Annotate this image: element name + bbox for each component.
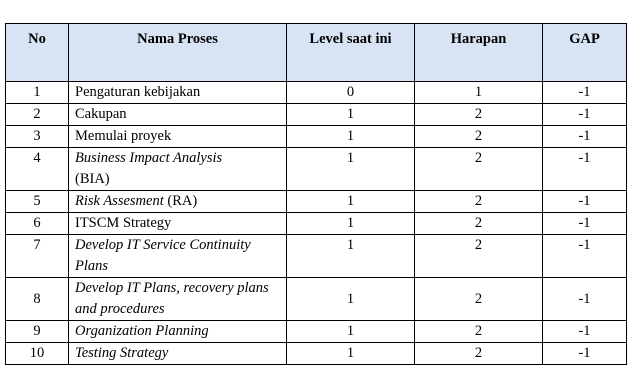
- row-no-cell: 2: [6, 104, 69, 126]
- process-name-italic-text: Business Impact Analysis: [75, 150, 223, 166]
- process-name-italic-text: Testing Strategy: [75, 345, 169, 361]
- row-level-cell: 1: [287, 343, 415, 365]
- row-level-cell: 0: [287, 82, 415, 104]
- process-name-text: Pengaturan kebijakan: [75, 84, 201, 100]
- row-no-cell: 3: [6, 126, 69, 148]
- process-name-text: (RA): [163, 193, 198, 209]
- process-name-italic-text: Develop IT Service Continuity Plans: [75, 237, 251, 274]
- row-process-name-cell: [69, 235, 287, 278]
- row-harapan-cell: 2: [415, 213, 543, 235]
- process-name-italic-text: Organization Planning: [75, 323, 209, 339]
- row-harapan-cell: 2: [415, 191, 543, 213]
- row-gap-cell: -1: [543, 235, 627, 278]
- row-level-cell: 1: [287, 104, 415, 126]
- row-level-cell: 1: [287, 278, 415, 321]
- row-harapan-cell: 2: [415, 148, 543, 191]
- row-gap-cell: -1: [543, 148, 627, 191]
- row-no-cell: 5: [6, 191, 69, 213]
- row-process-name-cell: [69, 321, 287, 343]
- table-header-row: [6, 24, 627, 82]
- row-process-name-cell: [69, 278, 287, 321]
- table-row: [6, 213, 627, 235]
- row-gap-cell: -1: [543, 82, 627, 104]
- column-header-no: No: [6, 24, 69, 82]
- table-row: [6, 104, 627, 126]
- row-gap-cell: -1: [543, 126, 627, 148]
- process-name-text: (BIA): [75, 171, 110, 187]
- row-no-cell: 1: [6, 82, 69, 104]
- row-harapan-cell: 2: [415, 235, 543, 278]
- row-process-name-cell: [69, 191, 287, 213]
- row-level-cell: 1: [287, 148, 415, 191]
- gap-analysis-table: [5, 23, 627, 365]
- table-row: [6, 235, 627, 278]
- column-header-nama-proses: Nama Proses: [69, 24, 287, 82]
- row-process-name-cell: [69, 148, 287, 191]
- table-row: [6, 278, 627, 321]
- row-no-cell: 6: [6, 213, 69, 235]
- row-harapan-cell: 2: [415, 126, 543, 148]
- row-harapan-cell: 2: [415, 104, 543, 126]
- row-gap-cell: -1: [543, 213, 627, 235]
- row-no-cell: 10: [6, 343, 69, 365]
- process-name-text: Cakupan: [75, 106, 127, 122]
- row-process-name-cell: [69, 104, 287, 126]
- column-header-harapan: Harapan: [415, 24, 543, 82]
- process-name-text: Memulai proyek: [75, 128, 172, 144]
- row-gap-cell: -1: [543, 343, 627, 365]
- row-level-cell: 1: [287, 213, 415, 235]
- row-gap-cell: -1: [543, 191, 627, 213]
- row-harapan-cell: 2: [415, 321, 543, 343]
- row-no-cell: 4: [6, 148, 69, 191]
- row-no-cell: 9: [6, 321, 69, 343]
- table-row: [6, 82, 627, 104]
- row-process-name-cell: [69, 343, 287, 365]
- process-name-italic-text: Risk Assesment: [75, 193, 164, 209]
- row-no-cell: 8: [6, 278, 69, 321]
- row-gap-cell: -1: [543, 104, 627, 126]
- row-level-cell: 1: [287, 235, 415, 278]
- table-row: [6, 148, 627, 191]
- row-harapan-cell: 2: [415, 278, 543, 321]
- row-process-name-cell: [69, 126, 287, 148]
- process-name-text: ITSCM Strategy: [75, 215, 172, 231]
- column-header-level-saat-ini: Level saat ini: [287, 24, 415, 82]
- row-gap-cell: -1: [543, 321, 627, 343]
- table-row: [6, 191, 627, 213]
- table-row: [6, 321, 627, 343]
- row-level-cell: 1: [287, 191, 415, 213]
- table-row: [6, 343, 627, 365]
- row-process-name-cell: [69, 213, 287, 235]
- column-header-gap: GAP: [543, 24, 627, 82]
- row-level-cell: 1: [287, 126, 415, 148]
- row-harapan-cell: 2: [415, 343, 543, 365]
- row-process-name-cell: [69, 82, 287, 104]
- row-gap-cell: -1: [543, 278, 627, 321]
- row-no-cell: 7: [6, 235, 69, 278]
- process-name-italic-text: Develop IT Plans, recovery plans and procedures: [75, 280, 269, 317]
- row-harapan-cell: 1: [415, 82, 543, 104]
- row-level-cell: 1: [287, 321, 415, 343]
- table-row: [6, 126, 627, 148]
